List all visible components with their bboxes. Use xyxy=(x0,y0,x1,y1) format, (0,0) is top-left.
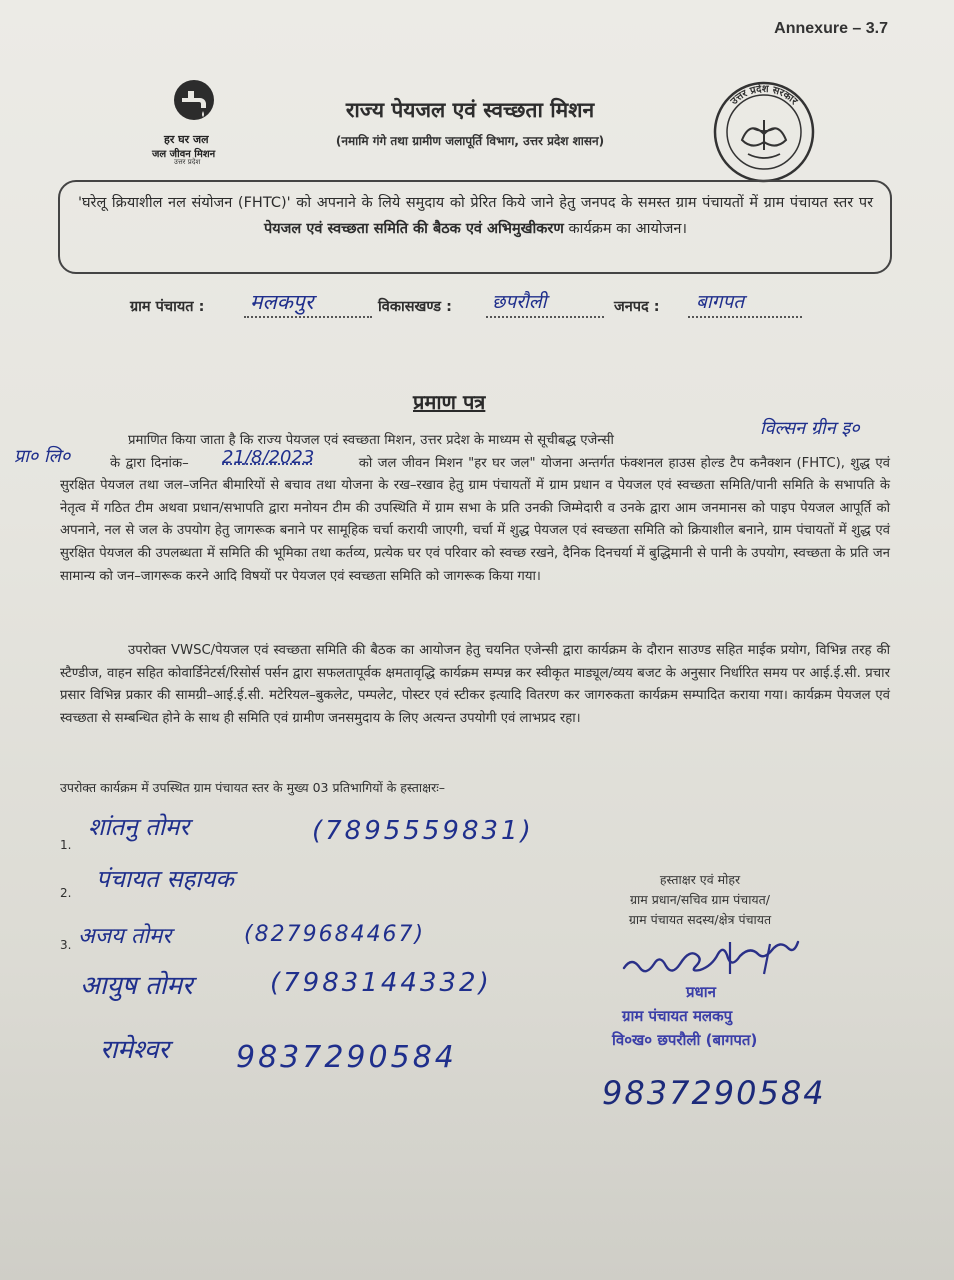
stamp-line-3: वि०ख० छपरौली (बागपत) xyxy=(612,1031,758,1049)
participant-phone: (7895559831) xyxy=(312,816,534,846)
har-ghar-jal-logo xyxy=(150,78,246,168)
stamp-line-1: प्रधान xyxy=(686,983,716,1001)
mission-title: राज्य पेयजल एवं स्वच्छता मिशन xyxy=(345,97,595,122)
stamp-line-2: ग्राम पंचायत मलकपु xyxy=(622,1007,733,1025)
annexure-label: Annexure – 3.7 xyxy=(774,20,888,37)
certificate-paragraph-2 xyxy=(60,640,890,730)
para1-part-b: के द्वारा दिनांक– xyxy=(110,455,189,471)
certificate-title: प्रमाण पत्र xyxy=(413,390,486,414)
logo-line-3: उत्तर प्रदेश xyxy=(174,158,201,166)
participant-name: आयुष तोमर xyxy=(80,971,193,1001)
certificate-paragraph-1 xyxy=(60,430,890,588)
participant-number: 2. xyxy=(60,886,72,900)
block-label: विकासखण्ड : xyxy=(378,299,452,315)
agency-name-handwritten-2: प्रा० लि० xyxy=(14,446,71,467)
participant-phone: (7983144332) xyxy=(270,968,492,998)
agency-name-handwritten: विल्सन ग्रीन इ० xyxy=(760,418,860,439)
participant-name: पंचायत सहायक xyxy=(96,865,234,893)
para2-text: उपरोक्त VWSC/पेयजल एवं स्वच्छता समिति की बैठक का आयोजन हेतु चयनित एजेन्सी द्वारा कार्यक्रम के दौरान साउण्ड सहित माईक प्रयोग, विभिन्न तरह की स्टैण्डीज, वाहन सहित कोवार्डिनेटर्स/रिसोर्स पर्सन द्वारा सफलतापूर्वक क्षमतावृद्धि कार्यक्रम सम्पन्न कर स्वीकृत माड्यूल/व्यय बजट के अनुसार निर्धारित समय पर आई.ई.सी. प्रचार प्रसार विभिन्न प्रकार की सामग्री–आई.ई.सी. मटेरियल–बुकलेट, पम्पलेट, पोस्टर एवं स्टीकर इत्यादि वितरण कर जागरुकता कार्यक्रम सम्पादित कराया गया। कार्यक्रम पेयजल एवं स्वच्छता से सम्बन्धित होने के साथ ही समिति एवं ग्रामीण जनसमुदाय के लिए अत्यन्त उपयोगी एवं लाभप्रद रहा। xyxy=(60,643,890,726)
participant-number: 3. xyxy=(60,938,72,952)
signatory-label-3: ग्राम पंचायत सदस्य/क्षेत्र पंचायत xyxy=(628,912,772,927)
programme-description xyxy=(78,190,873,242)
svg-text:उत्तर प्रदेश सरकार xyxy=(728,82,800,108)
programme-text-2: कार्यक्रम का आयोजन। xyxy=(563,221,687,237)
participant-phone: (8279684467) xyxy=(244,922,426,947)
water-tap-icon xyxy=(172,78,216,122)
participants-intro: उपरोक्त कार्यक्रम में उपस्थित ग्राम पंचायत स्तर के मुख्य 03 प्रतिभागियों के हस्ताक्षरः– xyxy=(60,780,445,795)
gram-panchayat-label: ग्राम पंचायत : xyxy=(130,299,205,315)
participant-name: शांतनु तोमर xyxy=(88,813,190,841)
up-government-emblem xyxy=(712,80,816,184)
mission-subtitle: (नमामि गंगे तथा ग्रामीण जलापूर्ति विभाग, उत्तर प्रदेश शासन) xyxy=(335,134,605,148)
signatory-label-2: ग्राम प्रधान/सचिव ग्राम पंचायत/ xyxy=(629,892,771,907)
logo-line-1: हर घर जल xyxy=(164,133,209,146)
signatory-label-1: हस्ताक्षर एवं मोहर xyxy=(659,872,741,887)
programme-text-bold: पेयजल एवं स्वच्छता समिति की बैठक एवं अभिमुखीकरण xyxy=(264,221,564,237)
district-label: जनपद : xyxy=(614,299,660,315)
pradhan-signature xyxy=(620,938,830,982)
participant-phone: 9837290584 xyxy=(236,1040,457,1075)
block-value: छपरौली xyxy=(492,291,547,313)
programme-text-1: 'घरेलू क्रियाशील नल संयोजन (FHTC)' को अपनाने के लिये समुदाय को प्रेरित किये जाने हेतु जनपद के समस्त ग्राम पंचायतों में ग्राम पंचायत स्तर पर xyxy=(78,195,873,211)
participant-name: रामेश्वर xyxy=(100,1035,170,1065)
stamp-phone-handwritten: 9837290584 xyxy=(602,1074,826,1112)
gram-panchayat-value: मलकपुर xyxy=(250,290,314,314)
participant-name: अजय तोमर xyxy=(78,924,172,949)
date-handwritten: 21/8/2023 xyxy=(222,447,315,468)
participant-number: 1. xyxy=(60,838,72,852)
district-value: बागपत xyxy=(696,291,745,313)
logo-line-2: जल जीवन मिशन xyxy=(152,149,216,160)
emblem-text: उत्तर प्रदेश सरकार xyxy=(728,83,800,108)
para1-part-a: प्रमाणित किया जाता है कि राज्य पेयजल एवं स्वच्छता मिशन, उत्तर प्रदेश के माध्यम से सूचीबद्ध एजेन्सी xyxy=(128,433,614,448)
para1-part-c: को जल जीवन मिशन "हर घर जल" योजना अन्तर्गत फंक्शनल हाउस होल्ड टैप कनैक्शन (FHTC), शुद्ध एवं सुरक्षित पेयजल तथा जल–जनित बीमारियों से बचाव तथा योजना के रख–रखाव हेतु ग्राम पंचायतों में ग्राम प्रधान व पेयजल एवं स्वच्छता समिति/पानी समिति के सभापति के नेतृत्व में गठित टीम अथवा प्रधान/सभापति द्वारा मनोयन टीम की उपस्थिति में ग्राम सभा के प्रति उनकी जिम्मेदारी व उनके द्वारा आम जनमानस को पाइप पेयजल आपूर्ति को अपनाने, नल से जल के उपयोग हेतु जागरूक बनाने पर सामूहिक चर्चा करायी जाएगी, चर्चा में शुद्ध पेयजल एवं स्वच्छता समिति को क्रियाशील बनाने, ग्राम पंचायतों में शुद्ध एवं सुरक्षित पेयजल की उपलब्धता में समिति की भूमिका तथा कर्तव्य, प्रत्येक घर एवं परिवार को स्वच्छ रखने, दैनिक दिनचर्या में बुद्धिमानी से पानी के उपयोग, स्वच्छता के प्रति जन सामान्य को जन–जागरूक करने आदि विषयों पर पेयजल एवं स्वच्छता समिति को जागरूक किया गया। xyxy=(60,455,890,584)
